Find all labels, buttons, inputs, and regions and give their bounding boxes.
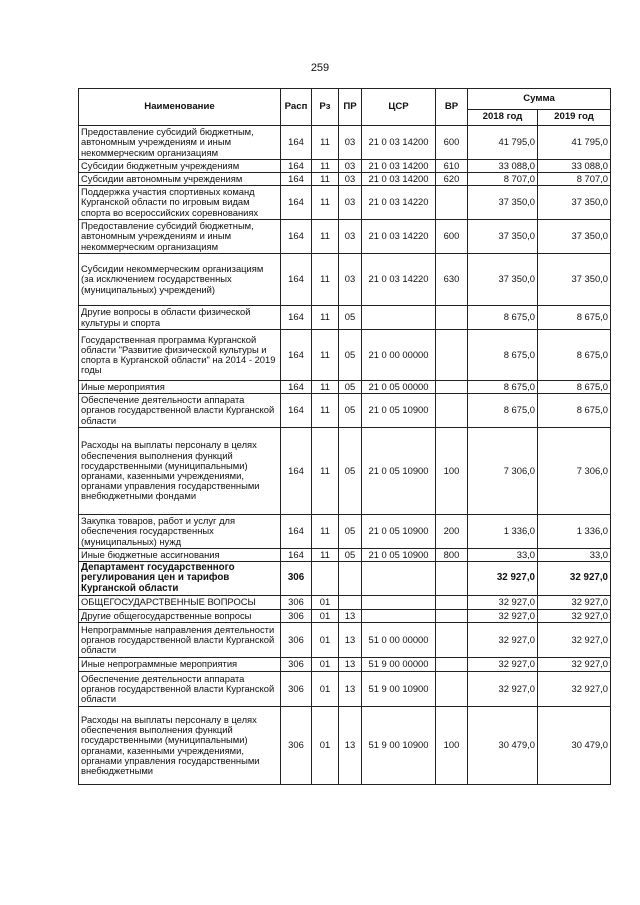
- header-name: Наименование: [79, 89, 281, 126]
- table-row: [79, 394, 611, 428]
- table-row: [79, 186, 611, 220]
- row-sum-2019: 37 350,0: [538, 220, 611, 254]
- row-pr: 03: [339, 126, 362, 160]
- row-vr: [436, 394, 468, 428]
- header-year-2019: 2019 год: [538, 110, 611, 126]
- row-vr: 100: [436, 428, 468, 515]
- row-pr: 03: [339, 254, 362, 306]
- row-pr: 03: [339, 173, 362, 186]
- row-name: Иные непрограммные мероприятия: [79, 658, 281, 672]
- row-sum-2019: 8 675,0: [538, 381, 611, 394]
- row-sum-2019: 33,0: [538, 549, 611, 562]
- row-sum-2019: 32 927,0: [538, 623, 611, 658]
- row-name: Предоставление субсидий бюджетным, автономным учреждениям и иным некоммерческим организациям: [79, 220, 281, 254]
- row-rasp: 306: [281, 707, 312, 785]
- row-rasp: 164: [281, 160, 312, 173]
- row-sum-2019: 8 707,0: [538, 173, 611, 186]
- row-rasp: 164: [281, 428, 312, 515]
- row-sum-2019: 37 350,0: [538, 254, 611, 306]
- row-vr: [436, 330, 468, 381]
- row-rasp: 164: [281, 186, 312, 220]
- row-rasp: 164: [281, 173, 312, 186]
- row-sum-2019: 32 927,0: [538, 596, 611, 610]
- row-rz: 01: [312, 672, 339, 707]
- row-vr: [436, 186, 468, 220]
- row-csr: 21 0 03 14200: [362, 126, 436, 160]
- row-sum-2018: 32 927,0: [468, 623, 538, 658]
- row-pr: 13: [339, 707, 362, 785]
- row-csr: [362, 596, 436, 610]
- row-name: Поддержка участия спортивных команд Курганской области по игровым видам спорта во всероссийских соревнованиях: [79, 186, 281, 220]
- row-csr: 21 0 03 14220: [362, 254, 436, 306]
- row-pr: 05: [339, 330, 362, 381]
- row-pr: 03: [339, 186, 362, 220]
- row-csr: [362, 306, 436, 330]
- row-sum-2018: 32 927,0: [468, 610, 538, 623]
- row-rasp: 164: [281, 549, 312, 562]
- row-rz: 11: [312, 186, 339, 220]
- table-row: [79, 160, 611, 173]
- table-row: [79, 330, 611, 381]
- table-row: [79, 515, 611, 549]
- table-row: [79, 173, 611, 186]
- row-vr: 800: [436, 549, 468, 562]
- row-pr: [339, 596, 362, 610]
- row-sum-2019: 33 088,0: [538, 160, 611, 173]
- row-csr: 51 0 00 00000: [362, 623, 436, 658]
- row-csr: 21 0 05 00000: [362, 381, 436, 394]
- row-sum-2018: 32 927,0: [468, 672, 538, 707]
- row-sum-2018: 37 350,0: [468, 186, 538, 220]
- row-pr: 05: [339, 549, 362, 562]
- row-pr: 05: [339, 515, 362, 549]
- row-csr: 51 9 00 10900: [362, 672, 436, 707]
- row-name: Закупка товаров, работ и услуг для обеспечения государственных (муниципальных) нужд: [79, 515, 281, 549]
- row-name: Обеспечение деятельности аппарата органов государственной власти Курганской области: [79, 394, 281, 428]
- row-name: Предоставление субсидий бюджетным, автономным учреждениям и иным некоммерческим организациям: [79, 126, 281, 160]
- row-csr: 21 0 03 14220: [362, 186, 436, 220]
- row-vr: [436, 672, 468, 707]
- row-csr: 21 0 03 14200: [362, 160, 436, 173]
- table-row: [79, 220, 611, 254]
- row-rasp: 306: [281, 672, 312, 707]
- row-rz: 11: [312, 381, 339, 394]
- row-sum-2018: 32 927,0: [468, 596, 538, 610]
- row-pr: 03: [339, 220, 362, 254]
- row-csr: 21 0 05 10900: [362, 515, 436, 549]
- row-sum-2018: 8 675,0: [468, 381, 538, 394]
- row-rz: 11: [312, 220, 339, 254]
- row-csr: [362, 562, 436, 596]
- row-rz: 11: [312, 160, 339, 173]
- table-row: [79, 658, 611, 672]
- row-pr: 13: [339, 672, 362, 707]
- row-sum-2018: 8 675,0: [468, 394, 538, 428]
- header-csr: ЦСР: [362, 89, 436, 126]
- row-rasp: 306: [281, 658, 312, 672]
- table-row: [79, 549, 611, 562]
- row-sum-2018: 37 350,0: [468, 254, 538, 306]
- table-row: [79, 254, 611, 306]
- row-vr: [436, 596, 468, 610]
- page-number: 259: [310, 62, 330, 74]
- row-pr: 05: [339, 381, 362, 394]
- budget-table: [78, 88, 611, 785]
- table-row: [79, 562, 611, 596]
- row-name: Субсидии автономным учреждениям: [79, 173, 281, 186]
- row-vr: 600: [436, 126, 468, 160]
- row-sum-2018: 8 707,0: [468, 173, 538, 186]
- table-row: [79, 306, 611, 330]
- row-sum-2018: 32 927,0: [468, 562, 538, 596]
- row-rasp: 164: [281, 306, 312, 330]
- row-csr: 51 9 00 10900: [362, 707, 436, 785]
- row-csr: 21 0 05 10900: [362, 394, 436, 428]
- row-vr: 200: [436, 515, 468, 549]
- row-sum-2018: 33,0: [468, 549, 538, 562]
- row-name: Обеспечение деятельности аппарата органов государственной власти Курганской области: [79, 672, 281, 707]
- row-sum-2019: 32 927,0: [538, 562, 611, 596]
- row-rasp: 164: [281, 330, 312, 381]
- row-rasp: 164: [281, 220, 312, 254]
- row-sum-2018: 8 675,0: [468, 330, 538, 381]
- row-csr: [362, 610, 436, 623]
- row-pr: 13: [339, 623, 362, 658]
- row-vr: 630: [436, 254, 468, 306]
- row-rz: 11: [312, 428, 339, 515]
- row-rz: 01: [312, 658, 339, 672]
- row-sum-2018: 8 675,0: [468, 306, 538, 330]
- row-name: Непрограммные направления деятельности органов государственной власти Курганской области: [79, 623, 281, 658]
- row-sum-2019: 7 306,0: [538, 428, 611, 515]
- row-vr: [436, 610, 468, 623]
- row-vr: 620: [436, 173, 468, 186]
- row-rz: 11: [312, 330, 339, 381]
- row-rz: 11: [312, 126, 339, 160]
- row-name: Субсидии некоммерческим организациям (за исключением государственных (муниципальных) учреждений): [79, 254, 281, 306]
- row-sum-2019: 8 675,0: [538, 330, 611, 381]
- row-sum-2018: 37 350,0: [468, 220, 538, 254]
- row-sum-2018: 1 336,0: [468, 515, 538, 549]
- row-csr: 21 0 03 14220: [362, 220, 436, 254]
- row-rasp: 306: [281, 596, 312, 610]
- row-sum-2018: 41 795,0: [468, 126, 538, 160]
- row-sum-2019: 30 479,0: [538, 707, 611, 785]
- row-rz: 11: [312, 254, 339, 306]
- row-vr: [436, 658, 468, 672]
- row-pr: 03: [339, 160, 362, 173]
- table-row: [79, 381, 611, 394]
- row-rz: 11: [312, 515, 339, 549]
- table-row: [79, 428, 611, 515]
- row-rasp: 164: [281, 254, 312, 306]
- table-row: [79, 596, 611, 610]
- row-rz: 01: [312, 596, 339, 610]
- row-pr: 05: [339, 306, 362, 330]
- row-pr: 13: [339, 658, 362, 672]
- row-csr: 21 0 00 00000: [362, 330, 436, 381]
- row-rz: 01: [312, 707, 339, 785]
- row-vr: [436, 381, 468, 394]
- row-name: ОБЩЕГОСУДАРСТВЕННЫЕ ВОПРОСЫ: [79, 596, 281, 610]
- row-rasp: 164: [281, 381, 312, 394]
- row-rz: [312, 562, 339, 596]
- row-vr: 610: [436, 160, 468, 173]
- row-name: Другие общегосударственные вопросы: [79, 610, 281, 623]
- row-name: Департамент государственного регулирования цен и тарифов Курганской области: [79, 562, 281, 596]
- row-name: Субсидии бюджетным учреждениям: [79, 160, 281, 173]
- row-csr: 21 0 03 14200: [362, 173, 436, 186]
- row-rasp: 164: [281, 394, 312, 428]
- row-sum-2018: 33 088,0: [468, 160, 538, 173]
- row-rz: 11: [312, 549, 339, 562]
- row-sum-2019: 8 675,0: [538, 306, 611, 330]
- row-name: Иные бюджетные ассигнования: [79, 549, 281, 562]
- row-sum-2019: 1 336,0: [538, 515, 611, 549]
- row-sum-2018: 7 306,0: [468, 428, 538, 515]
- row-name: Расходы на выплаты персоналу в целях обеспечения выполнения функций государственными (муниципальными) органами, казенными учреждениями, органами управления государственными внебюджетными: [79, 707, 281, 785]
- row-csr: 21 0 05 10900: [362, 549, 436, 562]
- row-rasp: 306: [281, 562, 312, 596]
- row-rz: 01: [312, 623, 339, 658]
- row-rz: 11: [312, 173, 339, 186]
- row-vr: [436, 306, 468, 330]
- row-rasp: 164: [281, 515, 312, 549]
- row-vr: 100: [436, 707, 468, 785]
- table-row: [79, 623, 611, 658]
- row-name: Иные мероприятия: [79, 381, 281, 394]
- table-row: [79, 126, 611, 160]
- row-sum-2019: 37 350,0: [538, 186, 611, 220]
- row-sum-2018: 32 927,0: [468, 658, 538, 672]
- row-pr: 05: [339, 428, 362, 515]
- row-name: Расходы на выплаты персоналу в целях обеспечения выполнения функций государственными (муниципальными) органами, казенными учреждениями, органами управления государственными внебюджетными фондами: [79, 428, 281, 515]
- row-pr: 13: [339, 610, 362, 623]
- row-vr: [436, 562, 468, 596]
- row-sum-2018: 30 479,0: [468, 707, 538, 785]
- table-body: [79, 126, 611, 785]
- row-vr: 600: [436, 220, 468, 254]
- row-sum-2019: 32 927,0: [538, 672, 611, 707]
- table-row: [79, 707, 611, 785]
- header-pr: ПР: [339, 89, 362, 126]
- row-name: Государственная программа Курганской области "Развитие физической культуры и спорта в Курганской области" на 2014 - 2019 годы: [79, 330, 281, 381]
- row-sum-2019: 8 675,0: [538, 394, 611, 428]
- row-pr: [339, 562, 362, 596]
- row-sum-2019: 41 795,0: [538, 126, 611, 160]
- header-sum: Сумма: [468, 89, 611, 110]
- header-rz: Рз: [312, 89, 339, 126]
- row-sum-2019: 32 927,0: [538, 610, 611, 623]
- row-csr: 21 0 05 10900: [362, 428, 436, 515]
- row-csr: 51 9 00 00000: [362, 658, 436, 672]
- table-row: [79, 672, 611, 707]
- header-vr: ВР: [436, 89, 468, 126]
- row-rz: 01: [312, 610, 339, 623]
- row-sum-2019: 32 927,0: [538, 658, 611, 672]
- row-vr: [436, 623, 468, 658]
- row-rasp: 164: [281, 126, 312, 160]
- header-rasp: Расп: [281, 89, 312, 126]
- table-row: [79, 610, 611, 623]
- row-rz: 11: [312, 306, 339, 330]
- row-rz: 11: [312, 394, 339, 428]
- row-name: Другие вопросы в области физической культуры и спорта: [79, 306, 281, 330]
- row-rasp: 306: [281, 610, 312, 623]
- header-year-2018: 2018 год: [468, 110, 538, 126]
- row-pr: 05: [339, 394, 362, 428]
- row-rasp: 306: [281, 623, 312, 658]
